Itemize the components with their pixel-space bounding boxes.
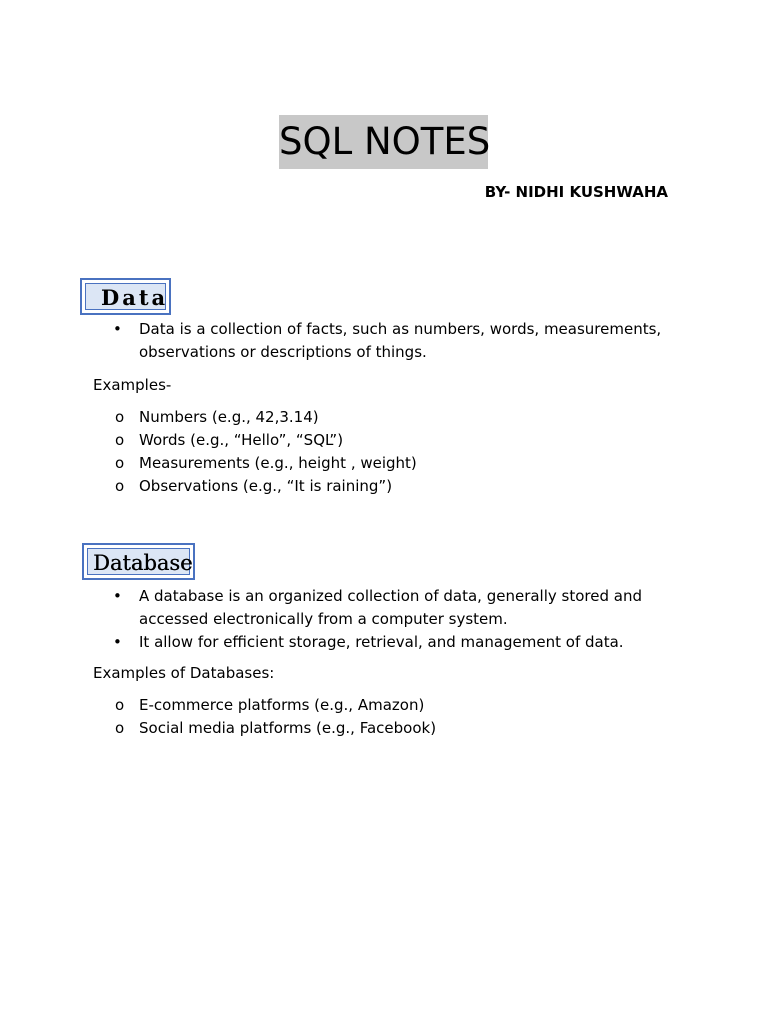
list-item (93, 452, 693, 475)
list-item (93, 585, 693, 631)
list-item-text: Measurements (e.g., height , weight) (139, 454, 417, 472)
list-item-text: A database is an organized collection of data, generally stored and accessed electronically from a computer system. (139, 587, 642, 628)
circle-marker: o (115, 477, 125, 495)
section-heading-data (80, 278, 171, 315)
circle-marker: o (115, 719, 125, 737)
list-item-text: Words (e.g., “Hello”, “SQL”) (139, 431, 344, 449)
list-item (93, 694, 693, 717)
list-item-text: Data is a collection of facts, such as numbers, words, measurements, observations or descriptions of things. (139, 320, 662, 361)
database-definition-list (93, 585, 693, 654)
data-examples-list (93, 406, 693, 498)
list-item-text: Numbers (e.g., 42,3.14) (139, 408, 319, 426)
list-item (93, 475, 693, 498)
circle-marker: o (115, 408, 125, 426)
section-heading-database (82, 543, 195, 580)
list-item (93, 406, 693, 429)
circle-marker: o (115, 454, 125, 472)
list-item-text: E-commerce platforms (e.g., Amazon) (139, 696, 425, 714)
circle-marker: o (115, 696, 125, 714)
section-heading-label: Database (93, 551, 193, 575)
bullet-marker: • (113, 633, 122, 651)
list-item (93, 318, 693, 364)
bullet-marker: • (113, 320, 122, 338)
data-definition-list (93, 318, 693, 364)
circle-marker: o (115, 431, 125, 449)
author-line: BY- NIDHI KUSHWAHA (484, 183, 668, 201)
list-item-text: Social media platforms (e.g., Facebook) (139, 719, 437, 737)
examples-label: Examples of Databases: (93, 664, 275, 682)
examples-label: Examples- (93, 376, 172, 394)
list-item-text: Observations (e.g., “It is raining”) (139, 477, 393, 495)
list-item (93, 631, 693, 654)
database-examples-list (93, 694, 693, 740)
bullet-marker: • (113, 587, 122, 605)
document-title: SQL NOTES (279, 115, 488, 169)
section-heading-label: Data (101, 285, 169, 310)
list-item (93, 429, 693, 452)
list-item-text: It allow for efficient storage, retrieval, and management of data. (139, 633, 624, 651)
list-item (93, 717, 693, 740)
